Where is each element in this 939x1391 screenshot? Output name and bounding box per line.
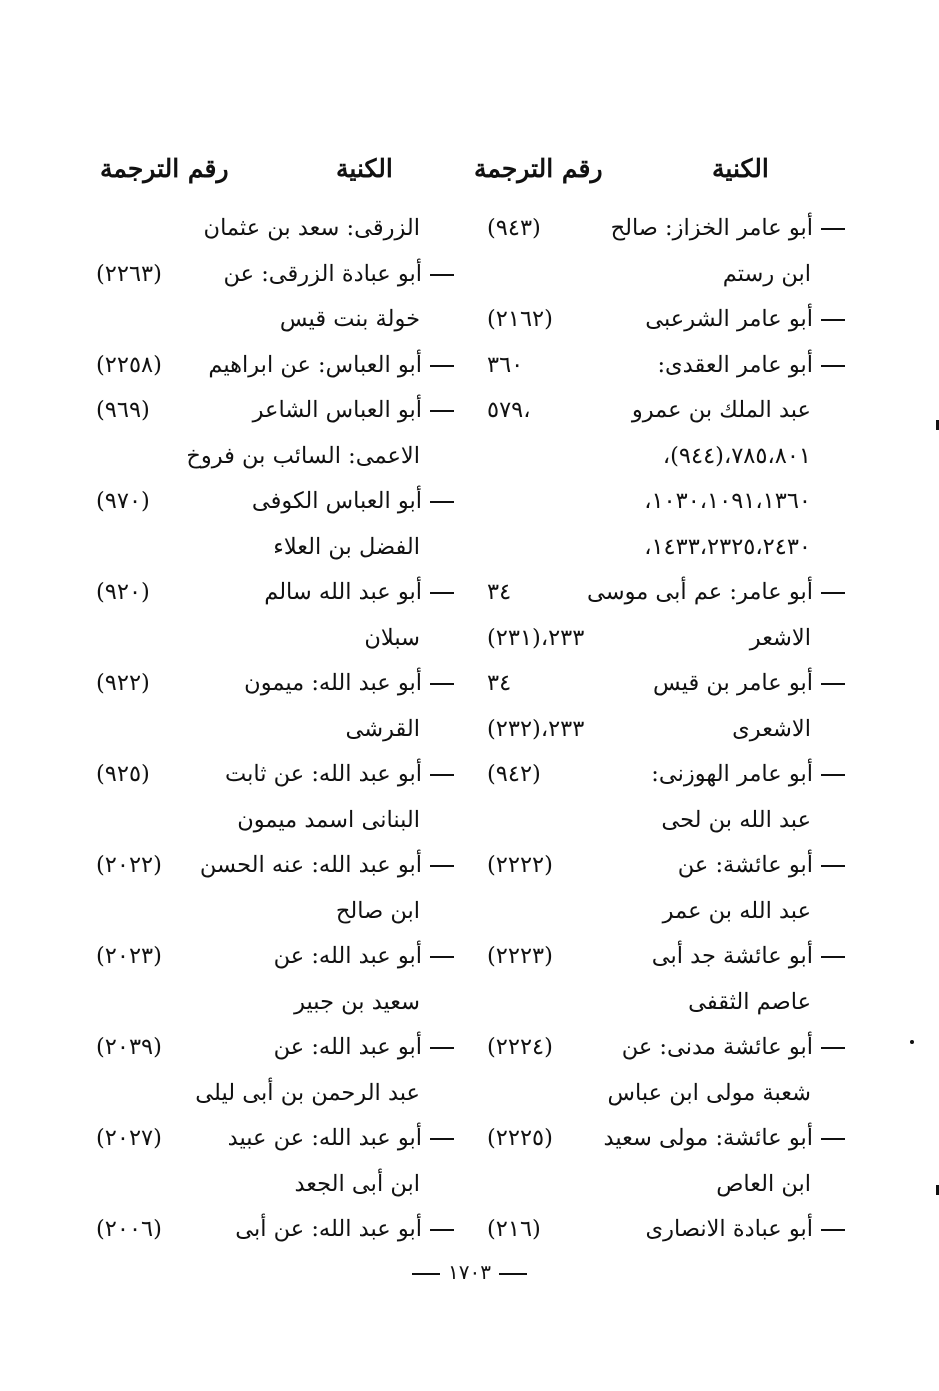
kunya-text xyxy=(274,934,454,980)
kunya-label: عبد الله بن عمر xyxy=(662,897,811,924)
translation-number: (٩٢٠) xyxy=(96,579,150,605)
kunya-label: القرشى xyxy=(345,715,420,742)
index-entry-line xyxy=(487,980,845,1026)
kunya-label: أبو العباس الكوفى xyxy=(251,488,422,514)
kunya-label: عبد الملك بن عمرو xyxy=(631,397,811,423)
entry-dash xyxy=(821,1229,845,1231)
entry-dash xyxy=(821,865,845,867)
kunya-text xyxy=(608,1071,811,1117)
index-entry-line xyxy=(487,388,845,434)
kunya-label: عبد الله بن لحى xyxy=(661,806,811,833)
translation-number: (٢٠٣٩) xyxy=(96,1034,162,1060)
index-entry-line xyxy=(487,570,845,616)
kunya-text xyxy=(280,297,420,343)
kunya-text xyxy=(200,843,454,889)
kunya-label: أبو عبد الله: عن xyxy=(273,1034,422,1060)
index-entry-line xyxy=(487,616,845,662)
translation-number: (٩٤٣) xyxy=(487,215,541,241)
kunya-label: عبد الرحمن بن أبى ليلى xyxy=(195,1079,420,1106)
header-right-number: رقم الترجمة xyxy=(474,154,603,183)
kunya-text xyxy=(587,570,845,616)
kunya-label: أبو عامر الهوزنى: xyxy=(651,761,813,787)
index-entry-line xyxy=(96,1207,454,1253)
kunya-label: أبو عامر بن قيس xyxy=(653,670,813,696)
kunya-text xyxy=(186,434,420,480)
entry-dash xyxy=(821,1047,845,1049)
kunya-label: أبو عامر الخزاز: صالح xyxy=(610,215,813,241)
index-entry-line xyxy=(487,252,845,298)
kunya-text xyxy=(204,206,420,252)
kunya-text xyxy=(716,1162,811,1208)
translation-number: (٢٢٥٨) xyxy=(96,351,162,378)
index-entry-line xyxy=(96,252,454,298)
header-left-number: رقم الترجمة xyxy=(100,154,229,183)
index-entry-line xyxy=(96,1116,454,1162)
translation-number: (٢٠٠٦) xyxy=(96,1216,162,1242)
kunya-label: أبو العباس الشاعر xyxy=(252,397,422,423)
kunya-text xyxy=(678,843,845,889)
index-entry-line xyxy=(96,843,454,889)
kunya-label: الاشعرى xyxy=(732,715,811,742)
kunya-text xyxy=(294,980,420,1026)
index-entry-line xyxy=(487,297,845,343)
index-entry-line xyxy=(96,980,454,1026)
entry-dash xyxy=(430,1229,454,1231)
translation-number: (٢٢٦٣) xyxy=(96,260,162,287)
header-right-kunya: الكنية xyxy=(712,154,769,183)
right-column xyxy=(487,206,845,1253)
index-entry-line xyxy=(487,1162,845,1208)
page-number-dash xyxy=(499,1273,527,1275)
kunya-label: أبو عبادة الزرقى: عن xyxy=(223,260,422,287)
left-column xyxy=(96,206,454,1253)
index-entry-line xyxy=(96,479,454,525)
index-entry-line xyxy=(96,889,454,935)
index-entry-line xyxy=(96,661,454,707)
scan-dot xyxy=(910,1040,914,1044)
entry-dash xyxy=(430,1047,454,1049)
translation-number: (٢٢٢٥) xyxy=(487,1125,553,1151)
kunya-text xyxy=(645,1207,845,1253)
kunya-text xyxy=(223,252,454,298)
kunya-text xyxy=(663,434,811,480)
entry-dash xyxy=(821,956,845,958)
translation-number: (٢٣١)،٢٣٣ xyxy=(487,624,585,651)
translation-number: (٢٣٢)،٢٣٣ xyxy=(487,715,585,742)
kunya-label: أبو عامر: عم أبى موسى xyxy=(586,579,813,605)
kunya-text xyxy=(750,616,811,662)
entry-dash xyxy=(821,1138,845,1140)
entry-dash xyxy=(430,501,454,503)
index-entry-line xyxy=(96,343,454,389)
kunya-label: أبو عائشة مدنى: عن xyxy=(621,1034,813,1060)
entry-dash xyxy=(430,774,454,776)
kunya-label: ١٠٣٠،١٠٩١،١٣٦٠، xyxy=(644,488,811,514)
kunya-text xyxy=(228,1116,454,1162)
translation-number: (٢٢٢٢) xyxy=(487,852,553,878)
translation-number: (٩٦٩) xyxy=(96,397,150,423)
header-left-kunya: الكنية xyxy=(336,154,393,183)
translation-number: (٢٠٢٣) xyxy=(96,943,162,969)
kunya-label: أبو عبد الله: ميمون xyxy=(244,670,422,696)
kunya-text xyxy=(657,343,845,389)
entry-dash xyxy=(430,956,454,958)
kunya-text xyxy=(252,479,454,525)
kunya-label: شعبة مولى ابن عباس xyxy=(607,1079,811,1106)
index-entry-line xyxy=(96,434,454,480)
page-number xyxy=(0,1260,939,1284)
kunya-text xyxy=(237,798,420,844)
index-entry-line xyxy=(487,206,845,252)
translation-number: ٣٤ xyxy=(487,579,512,605)
index-entry-line xyxy=(487,661,845,707)
entry-dash xyxy=(430,410,454,412)
kunya-label: عاصم الثقفى xyxy=(688,988,811,1015)
translation-number: ٣٦٠ xyxy=(487,351,524,378)
kunya-text xyxy=(273,525,420,571)
kunya-label: ابن أبى الجعد xyxy=(294,1170,420,1197)
kunya-text xyxy=(253,388,454,434)
kunya-text xyxy=(632,388,811,434)
index-entry-line xyxy=(96,297,454,343)
index-entry-line xyxy=(96,616,454,662)
entry-dash xyxy=(821,683,845,685)
index-entry-line xyxy=(96,707,454,753)
kunya-label: أبو عائشة جد أبى xyxy=(651,943,813,969)
entry-dash xyxy=(821,319,845,321)
kunya-label: أبو عائشة: مولى سعيد xyxy=(603,1125,813,1151)
translation-number: ٥٧٩، xyxy=(487,397,531,423)
kunya-text xyxy=(622,1025,845,1071)
kunya-label: ١٤٣٣،٢٣٢٥،٢٤٣٠، xyxy=(644,533,811,560)
kunya-label: الفضل بن العلاء xyxy=(273,533,420,560)
index-entry-line xyxy=(96,206,454,252)
kunya-label: الاعمى: السائب بن فروخ xyxy=(186,442,420,469)
index-entry-line xyxy=(487,479,845,525)
page-number-dash xyxy=(412,1273,440,1275)
translation-number: (٢١٦) xyxy=(487,1216,541,1242)
kunya-label: الزرقى: سعد بن عثمان xyxy=(203,215,420,241)
kunya-text xyxy=(645,297,845,343)
kunya-label: ٧٨٥،٨٠١،(٩٤٤)، xyxy=(662,442,811,469)
kunya-label: البنانى اسمد ميمون xyxy=(237,806,420,833)
index-entry-line xyxy=(96,388,454,434)
kunya-text xyxy=(651,752,845,798)
translation-number: (٢١٦٢) xyxy=(487,306,553,332)
kunya-label: ابن العاص xyxy=(716,1170,811,1197)
kunya-label: سعيد بن جبير xyxy=(294,988,420,1015)
page-number-text: ١٧٠٣ xyxy=(448,1260,491,1284)
kunya-text xyxy=(294,1162,420,1208)
index-entry-line xyxy=(487,525,845,571)
index-entry-line xyxy=(487,1025,845,1071)
kunya-text xyxy=(611,206,845,252)
kunya-text xyxy=(195,1071,420,1117)
entry-dash xyxy=(430,592,454,594)
index-entry-line xyxy=(487,934,845,980)
index-entry-line xyxy=(487,843,845,889)
entry-dash xyxy=(430,1138,454,1140)
kunya-label: أبو عبد الله: عن أبى xyxy=(235,1216,422,1242)
translation-number: (٢٠٢٢) xyxy=(96,852,162,878)
index-entry-line xyxy=(487,1071,845,1117)
translation-number: (٩٧٠) xyxy=(96,488,150,514)
index-entry-line xyxy=(487,1116,845,1162)
kunya-text xyxy=(688,980,811,1026)
kunya-text xyxy=(336,889,420,935)
translation-number: (٢٠٢٧) xyxy=(96,1125,162,1151)
kunya-text xyxy=(653,661,845,707)
entry-dash xyxy=(821,592,845,594)
index-entry-line xyxy=(96,1162,454,1208)
index-entry-line xyxy=(487,798,845,844)
index-entry-line xyxy=(487,707,845,753)
kunya-text xyxy=(652,934,845,980)
kunya-text xyxy=(644,479,811,525)
kunya-label: أبو عبد الله: عن ثابت xyxy=(225,761,422,787)
translation-number: (٩٢٢) xyxy=(96,670,150,696)
translation-number: (٩٤٢) xyxy=(487,761,541,787)
translation-number: (٩٢٥) xyxy=(96,761,150,787)
kunya-text xyxy=(604,1116,845,1162)
kunya-label: أبو عبد الله: عن عبيد xyxy=(227,1125,422,1151)
kunya-text xyxy=(661,798,811,844)
kunya-label: أبو عبد الله: عنه الحسن xyxy=(199,852,422,878)
entry-dash xyxy=(430,274,454,276)
kunya-text xyxy=(732,707,811,753)
index-entry-line xyxy=(487,1207,845,1253)
index-entry-line xyxy=(96,752,454,798)
kunya-label: سبلان xyxy=(364,624,420,651)
kunya-label: أبو عبد الله: عن xyxy=(273,943,422,969)
index-entry-line xyxy=(96,570,454,616)
kunya-text xyxy=(364,616,420,662)
kunya-label: خولة بنت قيس xyxy=(279,306,420,332)
kunya-text xyxy=(225,752,454,798)
kunya-label: الاشعر xyxy=(749,624,811,651)
index-entry-line xyxy=(487,889,845,935)
kunya-text xyxy=(274,1025,454,1071)
kunya-label: ابن صالح xyxy=(335,897,420,924)
kunya-label: أبو عامر العقدى: xyxy=(657,351,813,378)
kunya-text xyxy=(345,707,420,753)
translation-number: (٢٢٢٤) xyxy=(487,1034,553,1060)
kunya-label: ابن رستم xyxy=(722,260,811,287)
index-entry-line xyxy=(96,1025,454,1071)
index-entry-line xyxy=(96,1071,454,1117)
kunya-label: أبو عبادة الانصارى xyxy=(645,1216,813,1242)
index-entry-line xyxy=(96,525,454,571)
kunya-label: أبو عامر الشرعبى xyxy=(645,306,813,332)
entry-dash xyxy=(821,774,845,776)
kunya-text xyxy=(208,343,454,389)
index-entry-line xyxy=(96,798,454,844)
entry-dash xyxy=(821,365,845,367)
kunya-label: أبو عبد الله سالم xyxy=(264,579,422,605)
index-entry-line xyxy=(487,752,845,798)
kunya-text xyxy=(663,889,811,935)
kunya-text xyxy=(644,525,811,571)
index-entry-line xyxy=(96,934,454,980)
kunya-text xyxy=(723,252,811,298)
kunya-label: أبو العباس: عن ابراهيم xyxy=(208,351,422,378)
kunya-text xyxy=(264,570,454,616)
kunya-label: أبو عائشة: عن xyxy=(677,852,813,878)
entry-dash xyxy=(430,683,454,685)
entry-dash xyxy=(430,365,454,367)
index-entry-line xyxy=(487,343,845,389)
entry-dash xyxy=(821,228,845,230)
translation-number: ٣٤ xyxy=(487,670,512,696)
translation-number: (٢٢٢٣) xyxy=(487,943,553,969)
kunya-text xyxy=(235,1207,454,1253)
entry-dash xyxy=(430,865,454,867)
index-entry-line xyxy=(487,434,845,480)
kunya-text xyxy=(244,661,454,707)
